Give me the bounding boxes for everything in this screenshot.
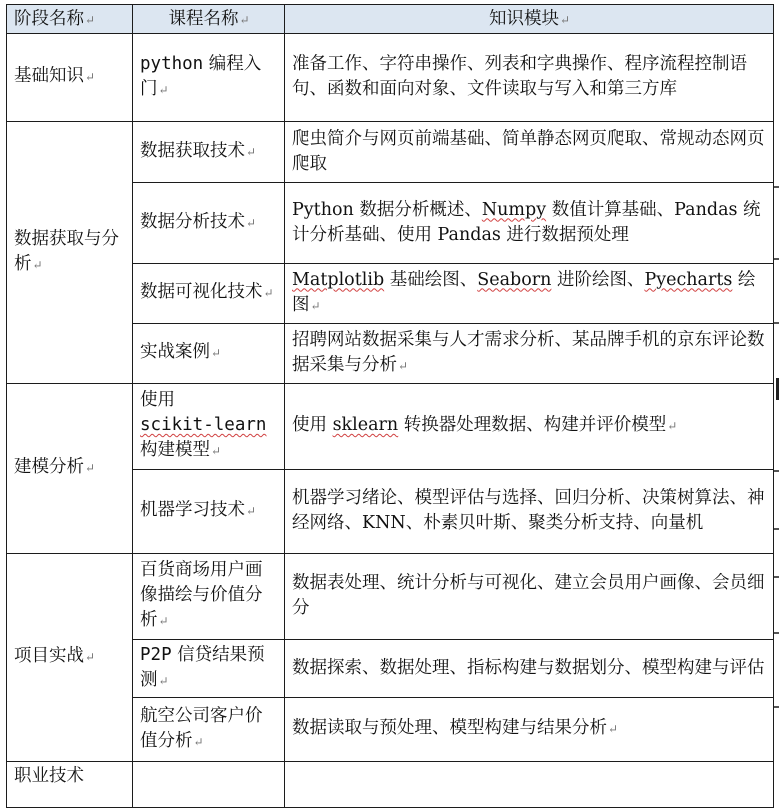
paragraph-mark-icon: ↵ — [158, 82, 169, 97]
topics-cell: 数据表处理、统计分析与可视化、建立会员用户画像、会员细分 — [285, 554, 774, 640]
topics-cell: 爬虫简介与网页前端基础、简单静态网页爬取、常规动态网页爬取 — [285, 122, 774, 183]
page-edge-tick — [774, 528, 779, 530]
header-stage: 阶段名称↵ — [7, 5, 133, 34]
course-cell: 数据可视化技术↵ — [133, 264, 285, 324]
paragraph-mark-icon: ↵ — [246, 144, 257, 159]
course-cell: 机器学习技术↵ — [133, 470, 285, 554]
paragraph-mark-icon: ↵ — [158, 673, 169, 688]
page-edge-tick — [774, 706, 779, 708]
topics-cell: Matplotlib 基础绘图、Seaborn 进阶绘图、Pyecharts 绘图↵ — [285, 264, 774, 324]
topics-cell: 数据探索、数据处理、指标构建与数据划分、模型构建与评估 — [285, 640, 774, 698]
course-cell: 使用 scikit-learn 构建模型↵ — [133, 384, 285, 470]
course-table — [6, 4, 774, 808]
table-row — [7, 554, 774, 640]
paragraph-mark-icon: ↵ — [246, 504, 257, 518]
course-cell: python 编程入门↵ — [133, 34, 285, 122]
page-edge-tick — [774, 470, 779, 472]
topics-cell — [285, 762, 774, 808]
page-edge-tick — [774, 258, 779, 260]
table-row — [7, 122, 774, 183]
topics-cell: Python 数据分析概述、Numpy 数值计算基础、Pandas 统计分析基础、使用 Pandas 进行数据预处理 — [285, 183, 774, 264]
paragraph-mark-icon: ↵ — [85, 461, 96, 475]
stage-cell: 职业技术 — [7, 762, 133, 808]
header-course: 课程名称↵ — [133, 5, 285, 34]
page-edge-tick — [774, 322, 779, 324]
paragraph-mark-icon: ↵ — [193, 734, 204, 749]
paragraph-mark-icon: ↵ — [85, 12, 96, 27]
page-edge-tick — [774, 632, 779, 634]
topics-cell: 数据读取与预处理、模型构建与结果分析↵ — [285, 698, 774, 762]
paragraph-mark-icon: ↵ — [85, 70, 96, 84]
course-cell — [133, 762, 285, 808]
paragraph-mark-icon: ↵ — [310, 298, 321, 313]
stage-cell: 建模分析↵ — [7, 384, 133, 554]
page-edge-tick — [774, 186, 779, 188]
course-cell: 数据获取技术↵ — [133, 122, 285, 183]
paragraph-mark-icon: ↵ — [211, 444, 222, 458]
table-row — [7, 34, 774, 122]
table-row — [7, 384, 774, 470]
paragraph-mark-icon: ↵ — [32, 257, 43, 272]
header-topics: 知识模块↵ — [285, 5, 774, 34]
page-edge-tick — [774, 576, 779, 578]
stage-cell: 数据获取与分析↵ — [7, 122, 133, 384]
paragraph-mark-icon: ↵ — [158, 614, 169, 628]
paragraph-mark-icon: ↵ — [85, 650, 96, 664]
stage-cell: 基础知识↵ — [7, 34, 133, 122]
paragraph-mark-icon: ↵ — [398, 358, 409, 373]
topics-cell: 使用 sklearn 转换器处理数据、构建并评价模型↵ — [285, 384, 774, 470]
course-cell: 百货商场用户画像描绘与价值分析↵ — [133, 554, 285, 640]
stage-cell: 项目实战↵ — [7, 554, 133, 762]
paragraph-mark-icon: ↵ — [211, 346, 222, 360]
paragraph-mark-icon: ↵ — [239, 12, 250, 27]
paragraph-mark-icon: ↵ — [559, 12, 571, 27]
paragraph-mark-icon: ↵ — [608, 722, 619, 736]
course-cell: 航空公司客户价值分析↵ — [133, 698, 285, 762]
paragraph-mark-icon: ↵ — [246, 215, 257, 230]
table-row — [7, 762, 774, 808]
topics-cell: 机器学习绪论、模型评估与选择、回归分析、决策树算法、神经网络、KNN、朴素贝叶斯、聚类分析支持、向量机 — [285, 470, 774, 554]
table-header-row — [7, 5, 774, 34]
paragraph-mark-icon: ↵ — [263, 286, 274, 300]
paragraph-mark-icon: ↵ — [667, 419, 678, 433]
course-cell: P2P 信贷结果预测↵ — [133, 640, 285, 698]
course-cell: 数据分析技术↵ — [133, 183, 285, 264]
course-cell: 实战案例↵ — [133, 324, 285, 384]
topics-cell: 准备工作、字符串操作、列表和字典操作、程序流程控制语句、函数和面向对象、文件读取与写入和第三方库 — [285, 34, 774, 122]
topics-cell: 招聘网站数据采集与人才需求分析、某品牌手机的京东评论数据采集与分析↵ — [285, 324, 774, 384]
